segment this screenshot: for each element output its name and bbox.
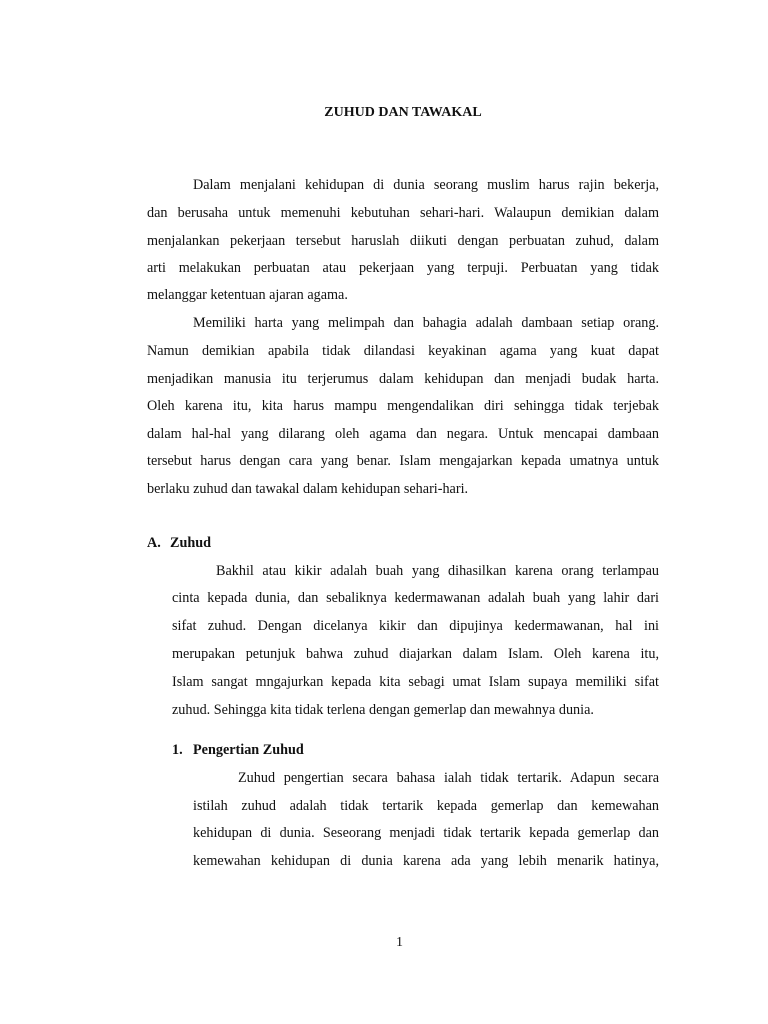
paragraph-line: istilah zuhud adalah tidak tertarik kepada gemerlap dan kemewahan <box>193 798 659 814</box>
paragraph-line: Memiliki harta yang melimpah dan bahagia adalah dambaan setiap orang. <box>193 315 659 331</box>
paragraph-line: Zuhud pengertian secara bahasa ialah tidak tertarik. Adapun secara <box>238 770 659 786</box>
paragraph-line: melanggar ketentuan ajaran agama. <box>147 287 348 303</box>
paragraph-line: sifat zuhud. Dengan dicelanya kikir dan dipujinya kedermawanan, hal ini <box>172 618 659 634</box>
paragraph-line: arti melakukan perbuatan atau pekerjaan yang terpuji. Perbuatan yang tidak <box>147 260 659 276</box>
paragraph-line: Islam sangat mngajurkan kepada kita sebagi umat Islam supaya memiliki sifat <box>172 674 659 690</box>
paragraph-line: Oleh karena itu, kita harus mampu mengendalikan diri sehingga tidak terjebak <box>147 398 659 414</box>
subsection-label: 1. <box>172 742 183 758</box>
paragraph-line: dan berusaha untuk memenuhi kebutuhan sehari-hari. Walaupun demikian dalam <box>147 205 659 221</box>
page-number: 1 <box>396 935 403 950</box>
paragraph-line: zuhud. Sehingga kita tidak terlena dengan gemerlap dan mewahnya dunia. <box>172 702 594 718</box>
paragraph-line: tersebut harus dengan cara yang benar. Islam mengajarkan kepada umatnya untuk <box>147 453 659 469</box>
section-label: A. <box>147 535 161 551</box>
paragraph-line: dalam hal-hal yang dilarang oleh agama dan negara. Untuk mencapai dambaan <box>147 426 659 442</box>
paragraph-line: Namun demikian apabila tidak dilandasi keyakinan agama yang kuat dapat <box>147 343 659 359</box>
document-title: ZUHUD DAN TAWAKAL <box>324 105 482 120</box>
paragraph-line: kemewahan kehidupan di dunia karena ada yang lebih menarik hatinya, <box>193 853 659 869</box>
paragraph-line: Bakhil atau kikir adalah buah yang dihasilkan karena orang terlampau <box>216 563 659 579</box>
paragraph-line: menjadikan manusia itu terjerumus dalam kehidupan dan menjadi budak harta. <box>147 371 659 387</box>
paragraph-line: kehidupan di dunia. Seseorang menjadi tidak tertarik kepada gemerlap dan <box>193 825 659 841</box>
paragraph-line: menjalankan pekerjaan tersebut haruslah diikuti dengan perbuatan zuhud, dalam <box>147 233 659 249</box>
paragraph-line: merupakan petunjuk bahwa zuhud diajarkan dalam Islam. Oleh karena itu, <box>172 646 659 662</box>
paragraph-line: berlaku zuhud dan tawakal dalam kehidupan sehari-hari. <box>147 481 469 497</box>
subsection-heading: Pengertian Zuhud <box>193 742 304 758</box>
paragraph-line: Dalam menjalani kehidupan di dunia seorang muslim harus rajin bekerja, <box>193 177 659 193</box>
section-heading: Zuhud <box>170 535 212 551</box>
paragraph-line: cinta kepada dunia, dan sebaliknya kedermawanan adalah buah yang lahir dari <box>172 590 659 606</box>
